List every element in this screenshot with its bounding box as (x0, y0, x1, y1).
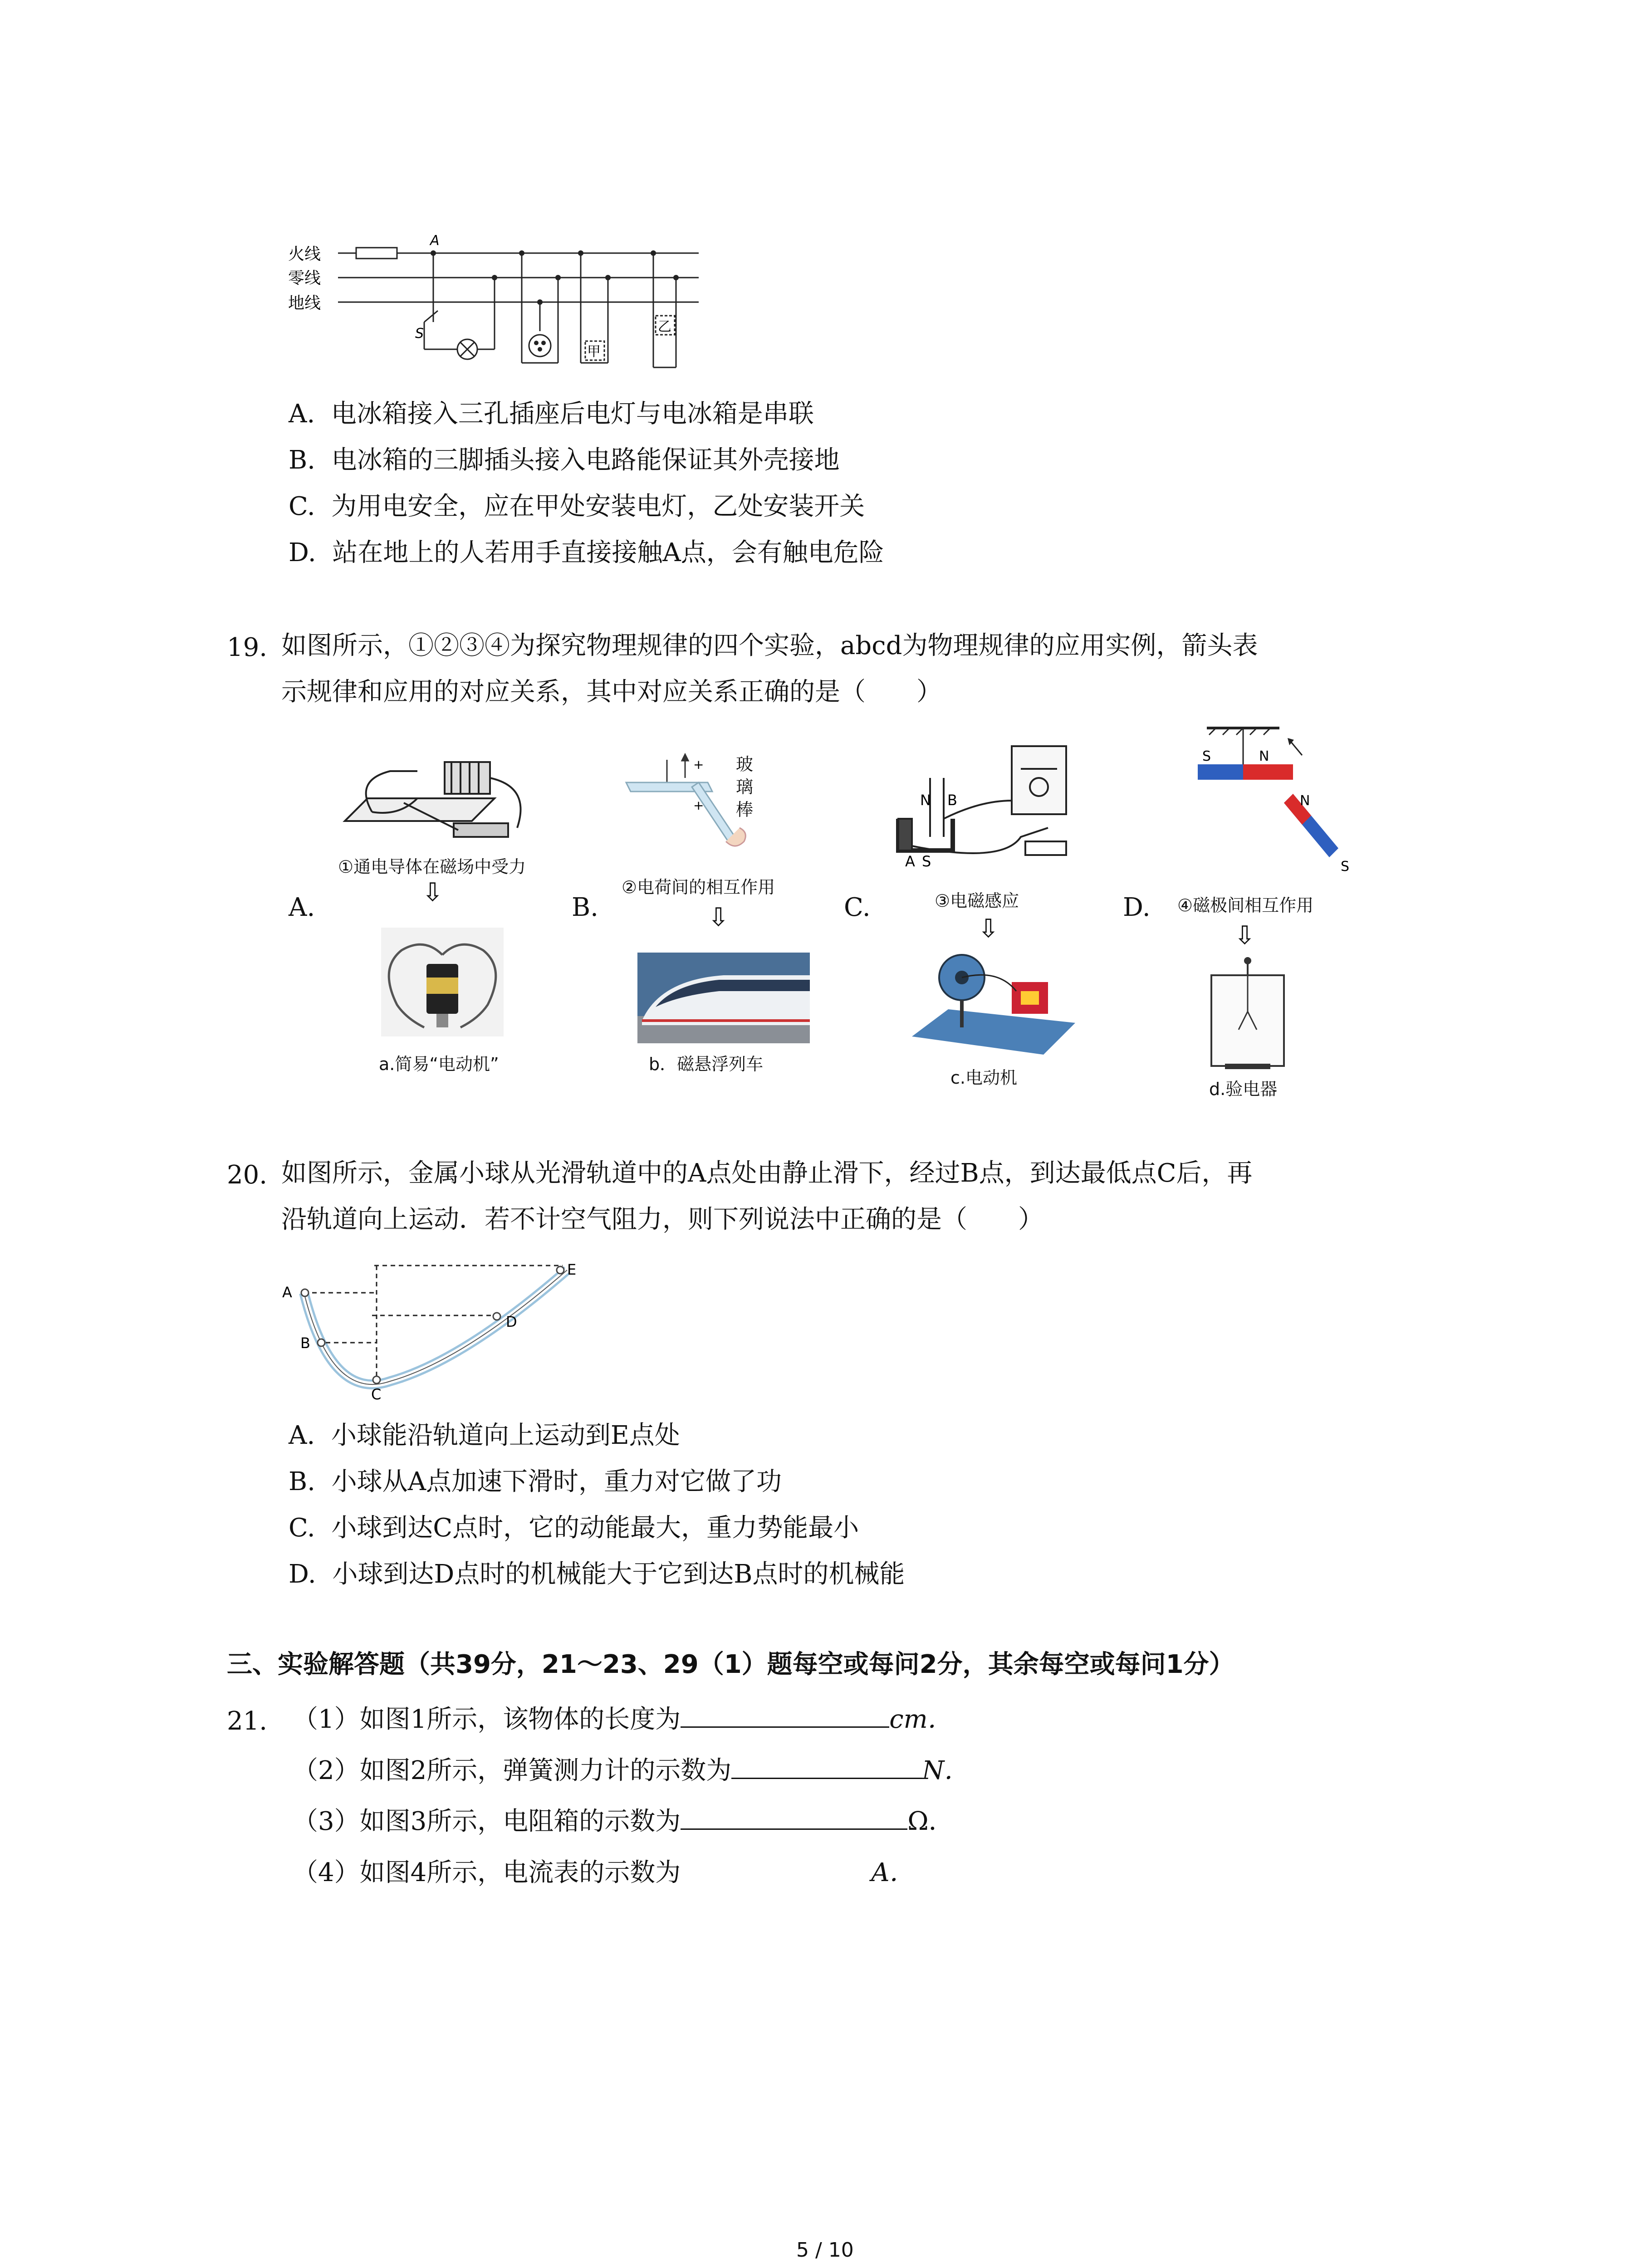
application-d-figure (1202, 957, 1293, 1070)
track-label-a: A (282, 1284, 292, 1301)
q20-stem-line2: 沿轨道向上运动．若不计空气阻力，则下列说法中正确的是（ ） (281, 1205, 1043, 1234)
q19-option-b-letter: B. (572, 893, 598, 922)
circuit-svg (286, 227, 712, 381)
q21-item-1: （1）如图1所示，该物体的长度为 cm． (293, 1705, 953, 1734)
q18-option-c: C. 为用电安全，应在甲处安装电灯，乙处安装开关 (289, 492, 865, 521)
rod-plus-sign-2: + (693, 798, 704, 813)
q21-item-3: （3）如图3所示，电阻箱的示数为 Ω． (293, 1807, 954, 1836)
experiment3-figure (889, 737, 1080, 869)
experiment4-arrow: ⇩ (1234, 921, 1255, 950)
switch-s-label: S (415, 326, 424, 342)
track-diagram (272, 1252, 590, 1402)
magnet-s-label-top: S (1202, 748, 1211, 764)
q20-stem-line1: 如图所示，金属小球从光滑轨道中的A点处由静止滑下，经过B点，到达最低点C后，再 (281, 1158, 1253, 1188)
track-label-c: C (371, 1386, 382, 1402)
q20-option-c: C. 小球到达C点时，它的动能最大，重力势能最小 (289, 1513, 859, 1543)
section3-heading: 三、实验解答题（共39分，21～23、29（1）题每空或每问2分，其余每空或每问1分） (227, 1650, 1234, 1679)
circuit-diagram (286, 227, 712, 381)
exp3-label-n: N (920, 792, 931, 809)
glass-rod-label: 玻璃棒 (736, 754, 754, 820)
exp3-label-a: A (905, 853, 915, 869)
q20-option-a: A. 小球能沿轨道向上运动到E点处 (289, 1421, 680, 1450)
live-wire-label: 火线 (288, 245, 321, 264)
q21-item-4: （4）如图4所示，电流表的示数为 A． (293, 1858, 915, 1887)
q18-option-d: D. 站在地上的人若用手直接接触A点，会有触电危险 (289, 538, 884, 567)
q18-option-a: A. 电冰箱接入三孔插座后电灯与电冰箱是串联 (289, 399, 814, 429)
q19-stem-line1: 如图所示，①②③④为探究物理规律的四个实验，abcd为物理规律的应用实例，箭头表 (281, 631, 1258, 660)
magnet-s-label-bottom: S (1341, 859, 1350, 875)
track-label-e: E (567, 1261, 577, 1278)
q19-option-a-letter: A. (289, 893, 315, 922)
experiment1-caption: ①通电导体在磁场中受力 (338, 857, 526, 877)
magnet-n-label-bottom: N (1300, 793, 1310, 809)
q19-option-d-letter: D. (1123, 893, 1151, 922)
application-d-caption: d.验电器 (1209, 1079, 1278, 1099)
experiment2-caption: ②电荷间的相互作用 (622, 877, 775, 897)
box-jia-label: 甲 (587, 344, 601, 360)
neutral-wire-label: 零线 (288, 269, 321, 288)
q20-option-b: B. 小球从A点加速下滑时，重力对它做了功 (289, 1467, 782, 1496)
application-a-figure (381, 928, 504, 1036)
application-b-figure (637, 953, 810, 1043)
experiment4-caption: ④磁极间相互作用 (1177, 895, 1314, 915)
q19-stem-line2: 示规律和应用的对应关系，其中对应关系正确的是（ ） (281, 677, 942, 707)
track-label-d: D (506, 1313, 517, 1330)
q21-blank-3[interactable] (681, 1807, 907, 1830)
experiment2-arrow: ⇩ (708, 903, 729, 932)
q19-option-c-letter: C. (844, 893, 871, 922)
application-c-figure (907, 946, 1080, 1059)
experiment4-figure (1189, 723, 1361, 887)
q20-number: 20. (227, 1160, 268, 1190)
q21-blank-1[interactable] (681, 1705, 889, 1728)
q18-option-b: B. 电冰箱的三脚插头接入电路能保证其外壳接地 (289, 445, 840, 475)
rod-plus-sign-1: + (693, 757, 704, 772)
q21-number: 21. (227, 1706, 268, 1736)
track-label-b: B (300, 1334, 310, 1352)
q21-blank-2[interactable] (731, 1756, 922, 1779)
point-a-label: A (430, 233, 440, 249)
experiment3-caption: ③电磁感应 (935, 891, 1019, 911)
experiment3-arrow: ⇩ (978, 914, 999, 943)
box-yi-label: 乙 (658, 319, 671, 335)
ground-wire-label: 地线 (288, 294, 321, 313)
experiment1-arrow: ⇩ (422, 878, 443, 907)
page-number: 5 / 10 (796, 2239, 854, 2262)
application-b-caption: b．磁悬浮列车 (649, 1054, 764, 1074)
application-a-caption: a.简易“电动机” (379, 1054, 499, 1074)
application-c-caption: c.电动机 (950, 1068, 1017, 1088)
exp3-label-b: B (947, 792, 957, 809)
q21-item-2: （2）如图2所示，弹簧测力计的示数为 N． (293, 1756, 970, 1785)
exp3-label-s: S (922, 853, 931, 869)
experiment1-figure (336, 744, 544, 844)
q19-number: 19. (227, 633, 268, 662)
q20-option-d: D. 小球到达D点时的机械能大于它到达B点时的机械能 (289, 1559, 905, 1589)
magnet-n-label-top: N (1259, 748, 1269, 764)
